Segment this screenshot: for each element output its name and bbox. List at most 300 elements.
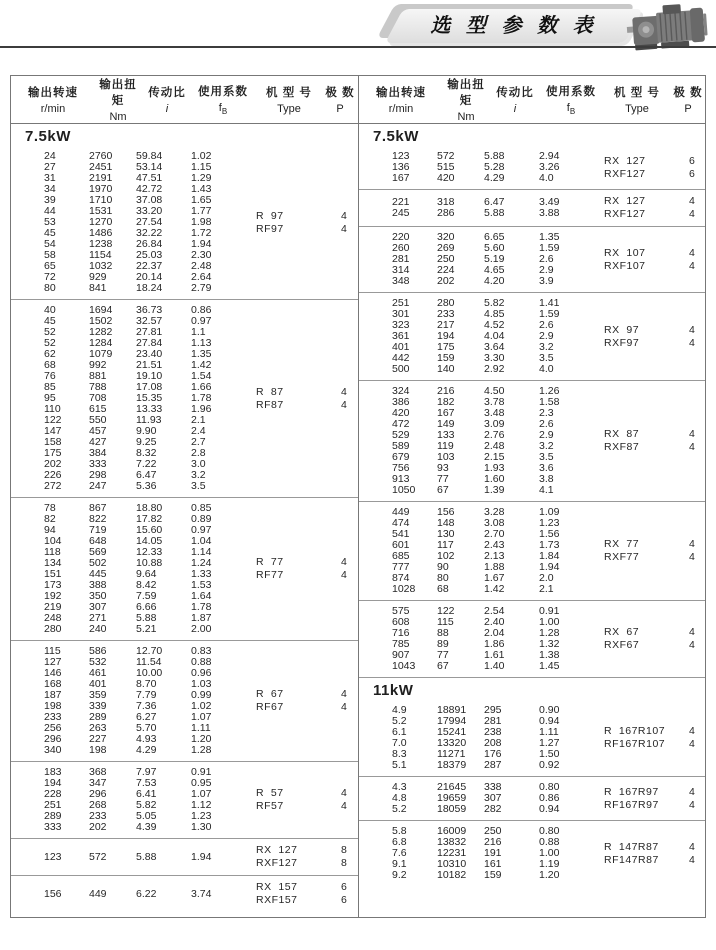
- cell-value: 5.36: [136, 480, 157, 492]
- cell-value: 287: [484, 759, 502, 771]
- ratio-column: [136, 881, 191, 907]
- cell-value: 307: [89, 601, 107, 613]
- cell-value: 0.86: [539, 792, 560, 804]
- cell-value: 1.64: [191, 590, 212, 602]
- cell-value: 386: [392, 396, 410, 408]
- header-model: 机 型 号 Type: [266, 87, 312, 115]
- spec-block: [359, 501, 705, 600]
- ratio-column: [136, 305, 191, 492]
- ratio-column: [484, 232, 539, 287]
- cell-value: 191: [484, 847, 502, 859]
- spec-block: [11, 875, 358, 912]
- torque-column: [89, 646, 136, 756]
- speed-column: [44, 151, 89, 294]
- cell-value: 401: [89, 678, 107, 690]
- cell-value: 133: [437, 429, 455, 441]
- header-output-speed: 输出转速 r/min: [28, 87, 78, 115]
- cell-value: 2.1: [191, 414, 206, 426]
- cell-value: 368: [89, 766, 107, 778]
- cell-value: 88: [437, 627, 449, 639]
- cell-value: 6.47: [484, 196, 505, 208]
- cell-value: 82: [44, 513, 56, 525]
- cell-value: 192: [44, 590, 62, 602]
- spec-block: [11, 497, 358, 640]
- spec-block: [11, 761, 358, 838]
- cell-value: 2.6: [539, 418, 554, 430]
- cell-value: 401: [392, 341, 410, 353]
- speed-column: [44, 881, 89, 907]
- torque-column: [437, 232, 484, 287]
- cell-value: 7.36: [136, 700, 157, 712]
- cell-value: 1238: [89, 238, 113, 250]
- cell-value: 575: [392, 605, 410, 617]
- cell-value: 3.2: [191, 469, 206, 481]
- cell-value: 3.74: [191, 887, 212, 900]
- spec-block: [359, 146, 705, 189]
- cell-value: 85: [44, 381, 56, 393]
- cell-value: 149: [437, 418, 455, 430]
- pole-value: 4: [689, 798, 695, 811]
- cell-value: 333: [89, 458, 107, 470]
- spec-block: [359, 292, 705, 380]
- model-type-value: R 77: [256, 556, 284, 568]
- cell-value: 175: [437, 341, 455, 353]
- cell-value: 2.3: [539, 407, 554, 419]
- spec-block: [11, 640, 358, 761]
- cell-value: 1.94: [191, 238, 212, 250]
- cell-value: 3.5: [539, 451, 554, 463]
- cell-value: 4.93: [136, 733, 157, 745]
- cell-value: 2.8: [191, 447, 206, 459]
- torque-column: [437, 705, 484, 771]
- cell-value: 53: [44, 216, 56, 228]
- cell-value: 1970: [89, 183, 113, 195]
- spec-block: [359, 380, 705, 501]
- cell-value: 1.78: [191, 392, 212, 404]
- cell-value: 263: [89, 722, 107, 734]
- cell-value: 841: [89, 282, 107, 294]
- cell-value: 269: [437, 242, 455, 254]
- cell-value: 7.79: [136, 689, 157, 701]
- cell-value: 161: [484, 858, 502, 870]
- cell-value: 5.8: [392, 825, 407, 837]
- cell-value: 5.88: [484, 150, 505, 162]
- cell-value: 1.54: [191, 370, 212, 382]
- cell-value: 5.88: [136, 850, 157, 863]
- cell-value: 601: [392, 539, 410, 551]
- cell-value: 245: [392, 207, 410, 219]
- cell-value: 240: [89, 623, 107, 635]
- torque-column: [437, 826, 484, 881]
- model-type-column: [256, 767, 333, 833]
- cell-value: 248: [44, 612, 62, 624]
- service-factor-column: [539, 507, 604, 595]
- model-type-column: [256, 881, 333, 907]
- cell-value: 136: [392, 161, 410, 173]
- cell-value: 685: [392, 550, 410, 562]
- pole-value: 4: [341, 569, 347, 581]
- service-factor-column: [539, 386, 604, 496]
- cell-value: 18379: [437, 759, 467, 771]
- cell-value: 1.38: [539, 649, 560, 661]
- cell-value: 1.87: [191, 612, 212, 624]
- pole-value: 4: [689, 639, 695, 651]
- cell-value: 6.47: [136, 469, 157, 481]
- cell-value: 314: [392, 264, 410, 276]
- spec-block: [359, 600, 705, 677]
- cell-value: 1.24: [191, 557, 212, 569]
- cell-value: 572: [89, 850, 107, 863]
- service-factor-column: [191, 305, 256, 492]
- cell-value: 216: [437, 385, 455, 397]
- cell-value: 5.28: [484, 161, 505, 173]
- cell-value: 10.00: [136, 667, 163, 679]
- cell-value: 1.35: [539, 231, 560, 243]
- cell-value: 67: [437, 660, 449, 672]
- cell-value: 323: [392, 319, 410, 331]
- cell-value: 1.42: [484, 583, 505, 595]
- cell-value: 2760: [89, 150, 113, 162]
- page-title: 选 型 参 数 表: [430, 15, 598, 37]
- pole-column: [681, 298, 705, 375]
- cell-value: 198: [44, 700, 62, 712]
- pole-column: [681, 386, 705, 496]
- cell-value: 18059: [437, 803, 467, 815]
- cell-value: 1032: [89, 260, 113, 272]
- cell-value: 2.94: [539, 150, 560, 162]
- cell-value: 1.41: [539, 297, 560, 309]
- cell-value: 15.35: [136, 392, 163, 404]
- ratio-column: [136, 767, 191, 833]
- header-service-factor: 使用系数 $f_B$: [198, 85, 248, 117]
- pole-value: 4: [689, 725, 695, 737]
- header-divider-rule: [0, 46, 716, 48]
- cell-value: 822: [89, 513, 107, 525]
- cell-value: 2.15: [484, 451, 505, 463]
- cell-value: 58: [44, 249, 56, 261]
- torque-column: [437, 606, 484, 672]
- cell-value: 0.97: [191, 315, 212, 327]
- cell-value: 77: [437, 649, 449, 661]
- cell-value: 1.28: [191, 744, 212, 756]
- cell-value: 156: [437, 506, 455, 518]
- pole-value: 4: [341, 688, 347, 700]
- model-type-value: R 87: [256, 385, 284, 398]
- cell-value: 2.48: [191, 260, 212, 272]
- cell-value: 1.11: [191, 722, 211, 734]
- cell-value: 1.86: [484, 638, 505, 650]
- model-type-value: RXF67: [604, 639, 640, 651]
- model-type-value: R 167R107: [604, 725, 666, 737]
- cell-value: 719: [89, 524, 107, 536]
- power-section-label: 7.5kW: [373, 128, 419, 145]
- cell-value: 2.9: [539, 264, 554, 276]
- cell-value: 298: [89, 469, 107, 481]
- cell-value: 1.65: [191, 194, 212, 206]
- ratio-column: [136, 646, 191, 756]
- service-factor-column: [539, 782, 604, 815]
- cell-value: 541: [392, 528, 410, 540]
- cell-value: 359: [89, 689, 107, 701]
- torque-column: [89, 151, 136, 294]
- cell-value: 0.92: [539, 759, 560, 771]
- cell-value: 6.65: [484, 231, 505, 243]
- cell-value: 2.79: [191, 282, 212, 294]
- model-type-column: [604, 386, 681, 496]
- cell-value: 147: [44, 425, 62, 437]
- model-type-column: [604, 782, 681, 815]
- cell-value: 1079: [89, 348, 113, 360]
- cell-value: 122: [437, 605, 455, 617]
- cell-value: 20.14: [136, 271, 163, 283]
- cell-value: 529: [392, 429, 410, 441]
- cell-value: 21.51: [136, 359, 163, 371]
- model-type-column: [604, 232, 681, 287]
- power-section: [359, 677, 705, 886]
- cell-value: 2.43: [484, 539, 505, 551]
- cell-value: 282: [484, 803, 502, 815]
- pole-value: 4: [689, 626, 695, 638]
- cell-value: 3.5: [191, 480, 206, 492]
- pole-value: 4: [689, 208, 695, 220]
- model-type-value: RX 67: [604, 626, 640, 638]
- cell-value: 175: [44, 447, 62, 459]
- cell-value: 3.5: [539, 352, 554, 364]
- cell-value: 12.70: [136, 645, 163, 657]
- cell-value: 271: [89, 612, 107, 624]
- cell-value: 14.05: [136, 535, 163, 547]
- cell-value: 37.08: [136, 194, 163, 206]
- cell-value: 17.08: [136, 381, 163, 393]
- header-poles: 极 数 P: [325, 87, 355, 115]
- right-column: [358, 76, 705, 917]
- cell-value: 93: [437, 462, 449, 474]
- cell-value: 7.6: [392, 847, 407, 859]
- torque-column: [437, 195, 484, 221]
- pole-column: [681, 606, 705, 672]
- cell-value: 3.8: [539, 473, 554, 485]
- pole-value: 6: [341, 894, 347, 906]
- model-type-value: RF167R107: [604, 738, 666, 750]
- cell-value: 6.8: [392, 836, 407, 848]
- cell-value: 280: [44, 623, 62, 635]
- spec-block: [359, 189, 705, 226]
- cell-value: 54: [44, 238, 56, 250]
- cell-value: 9.25: [136, 436, 157, 448]
- cell-value: 1.28: [539, 627, 560, 639]
- service-factor-column: [539, 195, 604, 221]
- speed-column: [392, 386, 437, 496]
- header-output-torque: 输出扭矩 Nm: [447, 79, 485, 123]
- cell-value: 0.97: [191, 524, 212, 536]
- cell-value: 2.76: [484, 429, 505, 441]
- cell-value: 589: [392, 440, 410, 452]
- cell-value: 4.39: [136, 821, 157, 833]
- speed-column: [44, 305, 89, 492]
- pole-value: 4: [341, 701, 347, 713]
- cell-value: 1.15: [191, 161, 212, 173]
- cell-value: 6.66: [136, 601, 157, 613]
- cell-value: 1.45: [539, 660, 560, 672]
- cell-value: 2.54: [484, 605, 505, 617]
- cell-value: 4.9: [392, 704, 407, 716]
- cell-value: 1.23: [191, 810, 212, 822]
- cell-value: 992: [89, 359, 107, 371]
- torque-column: [437, 151, 484, 184]
- pole-value: 6: [341, 881, 347, 893]
- cell-value: 90: [437, 561, 449, 573]
- cell-value: 15.60: [136, 524, 163, 536]
- cell-value: 913: [392, 473, 410, 485]
- cell-value: 2.0: [539, 572, 554, 584]
- cell-value: 4.1: [539, 484, 554, 496]
- cell-value: 788: [89, 381, 107, 393]
- cell-value: 1.73: [539, 539, 560, 551]
- torque-column: [89, 844, 136, 870]
- cell-value: 25.03: [136, 249, 163, 261]
- cell-value: 40: [44, 304, 56, 316]
- ratio-column: [136, 844, 191, 870]
- cell-value: 23.40: [136, 348, 163, 360]
- cell-value: 8.32: [136, 447, 157, 459]
- cell-value: 756: [392, 462, 410, 474]
- left-column: [11, 76, 358, 917]
- cell-value: 1.61: [484, 649, 505, 661]
- service-factor-column: [539, 151, 604, 184]
- cell-value: 5.21: [136, 623, 157, 635]
- cell-value: 2.13: [484, 550, 505, 562]
- cell-value: 4.52: [484, 319, 505, 331]
- cell-value: 289: [89, 711, 107, 723]
- model-type-value: RX 127: [256, 844, 298, 856]
- cell-value: 457: [89, 425, 107, 437]
- cell-value: 32.22: [136, 227, 163, 239]
- speed-column: [44, 767, 89, 833]
- cell-value: 5.60: [484, 242, 505, 254]
- cell-value: 251: [44, 799, 62, 811]
- cell-value: 3.08: [484, 517, 505, 529]
- cell-value: 5.2: [392, 803, 407, 815]
- cell-value: 1.50: [539, 748, 560, 760]
- cell-value: 1.20: [191, 733, 212, 745]
- model-type-column: [604, 298, 681, 375]
- service-factor-column: [539, 606, 604, 672]
- cell-value: 1.56: [539, 528, 560, 540]
- cell-value: 167: [437, 407, 455, 419]
- cell-value: 233: [437, 308, 455, 320]
- model-type-value: RF87: [256, 398, 284, 411]
- cell-value: 22.37: [136, 260, 163, 272]
- pole-column: [681, 507, 705, 595]
- cell-value: 27.54: [136, 216, 163, 228]
- cell-value: 208: [484, 737, 502, 749]
- pole-column: [333, 305, 358, 492]
- pole-value: 4: [341, 800, 347, 812]
- pole-value: 4: [341, 556, 347, 568]
- ratio-column: [484, 386, 539, 496]
- cell-value: 5.05: [136, 810, 157, 822]
- cell-value: 0.83: [191, 645, 212, 657]
- cell-value: 296: [89, 788, 107, 800]
- pole-value: 6: [689, 167, 695, 180]
- cell-value: 220: [392, 231, 410, 243]
- cell-value: 4.0: [539, 172, 554, 184]
- cell-value: 1.11: [539, 726, 559, 738]
- cell-value: 0.96: [191, 667, 212, 679]
- pole-value: 4: [689, 785, 695, 798]
- cell-value: 9.1: [392, 858, 407, 870]
- cell-value: 13832: [437, 836, 467, 848]
- cell-value: 1.39: [484, 484, 505, 496]
- cell-value: 7.97: [136, 766, 157, 778]
- model-type-column: [604, 705, 681, 771]
- cell-value: 16009: [437, 825, 467, 837]
- cell-value: 5.1: [392, 759, 407, 771]
- cell-value: 532: [89, 656, 107, 668]
- cell-value: 134: [44, 557, 62, 569]
- cell-value: 2.7: [191, 436, 206, 448]
- cell-value: 648: [89, 535, 107, 547]
- torque-column: [89, 767, 136, 833]
- cell-value: 1.59: [539, 308, 560, 320]
- cell-value: 59.84: [136, 150, 163, 162]
- cell-value: 27: [44, 161, 56, 173]
- cell-value: 1.58: [539, 396, 560, 408]
- cell-value: 1.93: [484, 462, 505, 474]
- speed-column: [44, 503, 89, 635]
- cell-value: 11.54: [136, 656, 162, 668]
- pole-value: 8: [341, 844, 347, 856]
- speed-column: [392, 507, 437, 595]
- model-type-value: RXF87: [604, 441, 640, 453]
- cell-value: 1.07: [191, 788, 212, 800]
- cell-value: 45: [44, 315, 56, 327]
- model-type-value: RX 107: [604, 246, 646, 259]
- cell-value: 296: [44, 733, 62, 745]
- header-service-factor: 使用系数 $f_B$: [546, 85, 596, 117]
- cell-value: 867: [89, 502, 107, 514]
- model-type-value: RXF107: [604, 259, 646, 272]
- cell-value: 350: [89, 590, 107, 602]
- cell-value: 12.33: [136, 546, 163, 558]
- cell-value: 5.82: [136, 799, 157, 811]
- pole-column: [681, 705, 705, 771]
- pole-value: 4: [689, 441, 695, 453]
- cell-value: 286: [437, 207, 455, 219]
- cell-value: 2.00: [191, 623, 212, 635]
- cell-value: 0.94: [539, 715, 560, 727]
- cell-value: 176: [484, 748, 502, 760]
- cell-value: 449: [89, 887, 107, 900]
- pole-column: [681, 232, 705, 287]
- cell-value: 339: [89, 700, 107, 712]
- cell-value: 1050: [392, 484, 416, 496]
- pole-value: 4: [689, 259, 695, 272]
- cell-value: 4.85: [484, 308, 505, 320]
- cell-value: 0.85: [191, 502, 212, 514]
- cell-value: 5.2: [392, 715, 407, 727]
- cell-value: 1.26: [539, 385, 560, 397]
- cell-value: 272: [44, 480, 62, 492]
- cell-value: 1.60: [484, 473, 505, 485]
- cell-value: 3.26: [539, 161, 560, 173]
- cell-value: 384: [89, 447, 107, 459]
- cell-value: 5.70: [136, 722, 157, 734]
- cell-value: 1.00: [539, 616, 560, 628]
- cell-value: 1.35: [191, 348, 212, 360]
- cell-value: 777: [392, 561, 410, 573]
- pole-value: 4: [689, 323, 695, 336]
